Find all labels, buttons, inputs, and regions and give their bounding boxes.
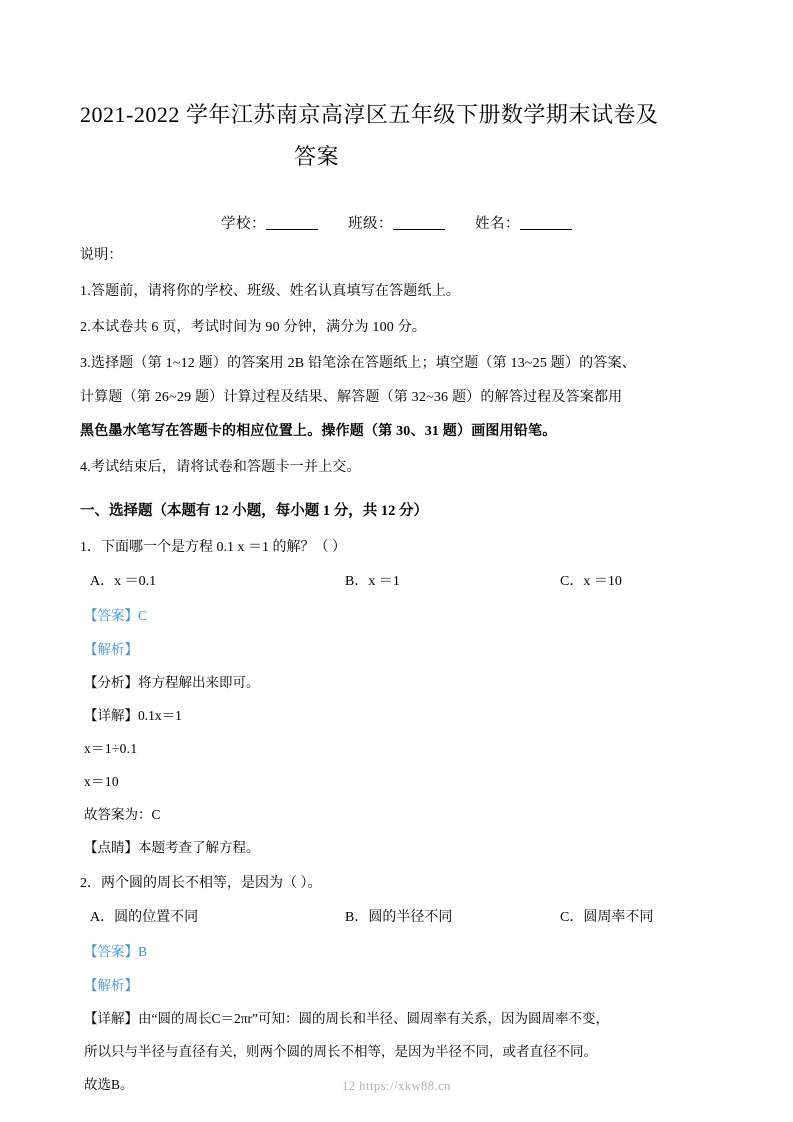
name-blank[interactable]	[520, 229, 572, 230]
name-label: 姓名：	[475, 216, 520, 232]
question-stem: 2．两个圆的周长不相等，是因为（ ）。	[80, 876, 322, 891]
explanation-line: 【点睛】本题考查了解方程。	[84, 840, 260, 855]
explanation-line: 故选B。	[84, 1077, 134, 1092]
section-heading: 一、选择题（本题有 12 小题，每小题 1 分，共 12 分）	[80, 503, 428, 519]
question-options	[80, 568, 713, 595]
explanation-line: x＝1÷0.1	[84, 741, 138, 756]
analysis-label: 【解析】	[84, 642, 138, 657]
explanation-line: 【分析】将方程解出来即可。	[84, 675, 260, 690]
question-options	[80, 904, 713, 931]
school-blank[interactable]	[266, 229, 318, 230]
option-c[interactable]: C．x ＝10	[560, 574, 622, 589]
explanation-line: 【详解】由“圆的周长C＝2πr”可知：圆的周长和半径、圆周率有关系，因为圆周率不变，	[84, 1011, 610, 1026]
instruction-item: 1.答题前，请将你的学校、班级、姓名认真填写在答题纸上。	[80, 284, 461, 299]
student-info-row	[80, 212, 713, 233]
school-label: 学校：	[221, 216, 266, 232]
explanation-line: 【详解】0.1x＝1	[84, 708, 182, 723]
answer-label: 【答案】B	[84, 944, 148, 959]
instruction-item: 黑色墨水笔写在答题卡的相应位置上。操作题（第 30、31 题）画图用铅笔。	[80, 424, 557, 439]
option-b[interactable]: B．圆的半径不同	[345, 910, 453, 925]
class-label: 班级：	[348, 216, 393, 232]
instruction-item: 3.选择题（第 1~12 题）的答案用 2B 铅笔涂在答题纸上；填空题（第 13~25 题）的答案、	[80, 356, 636, 371]
option-a[interactable]: A．x ＝0.1	[90, 574, 157, 589]
analysis-label: 【解析】	[84, 978, 138, 993]
answer-label: 【答案】C	[84, 608, 148, 623]
page-title	[80, 94, 713, 178]
question-stem: 1．下面哪一个是方程 0.1 x ＝1 的解？（ ）	[80, 540, 346, 555]
page-footer: 12 https://xkw88.cn	[342, 1079, 451, 1093]
instruction-item: 2.本试卷共 6 页，考试时间为 90 分钟，满分为 100 分。	[80, 320, 427, 335]
option-a[interactable]: A．圆的位置不同	[90, 910, 199, 925]
instruction-item: 4.考试结束后，请将试卷和答题卡一并上交。	[80, 460, 361, 475]
instructions-heading: 说明：	[80, 248, 123, 263]
explanation-line: 故答案为：C	[84, 807, 161, 822]
class-blank[interactable]	[393, 229, 445, 230]
instruction-item: 计算题（第 26~29 题）计算过程及结果、解答题（第 32~36 题）的解答过程及答案都用	[80, 390, 623, 405]
explanation-line: x＝10	[84, 774, 119, 789]
title-line-1: 2021-2022 学年江苏南京高淳区五年级下册数学期末试卷及	[80, 102, 659, 127]
option-b[interactable]: B．x ＝1	[345, 574, 400, 589]
explanation-line: 所以只与半径与直径有关，则两个圆的周长不相等，是因为半径不同，或者直径不同。	[84, 1044, 597, 1059]
option-c[interactable]: C．圆周率不同	[560, 910, 654, 925]
title-line-2: 答案	[293, 144, 339, 169]
